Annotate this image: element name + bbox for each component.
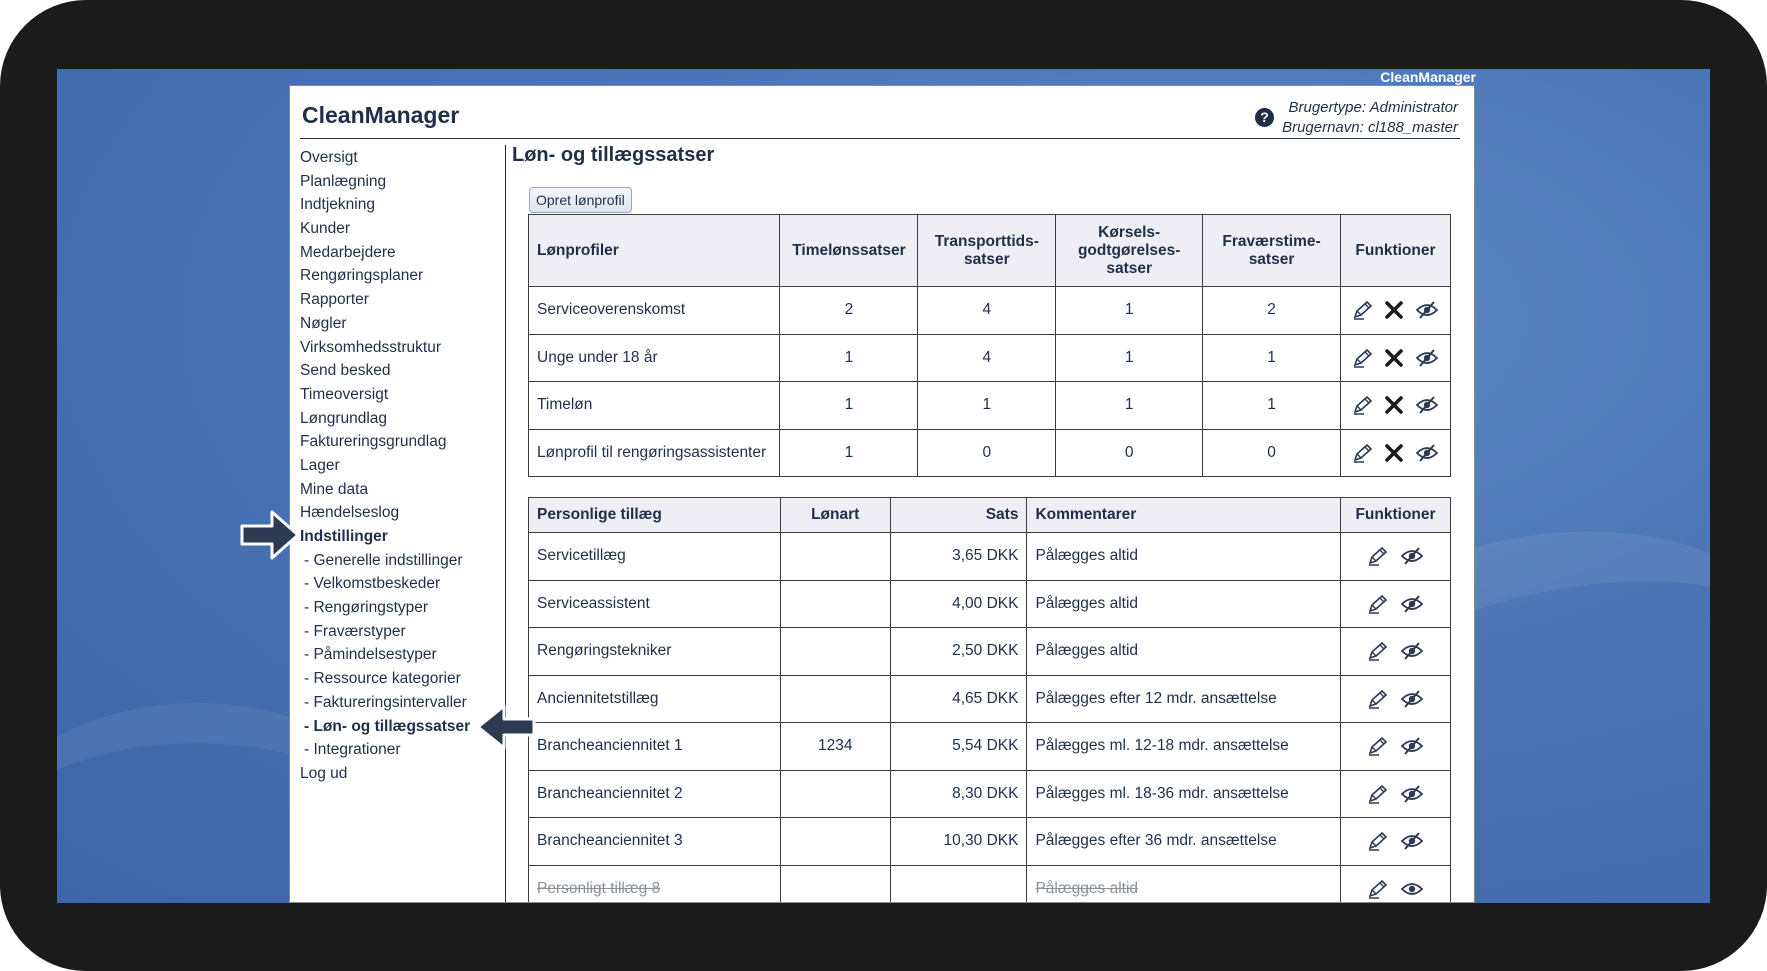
table-cell: Serviceoverenskomst <box>529 287 780 335</box>
table-cell: 1 <box>780 334 918 382</box>
table-cell: Timeløn <box>529 382 780 430</box>
table-row <box>529 770 1451 818</box>
sidebar-item-medarbejdere[interactable]: Medarbejdere <box>300 243 396 261</box>
table-cell: 2,50 DKK <box>890 628 1027 676</box>
user-name: Brugernavn: cl188_master <box>1282 119 1458 136</box>
personal-allowance-table <box>528 497 1451 903</box>
column-header: Lønart <box>780 498 890 533</box>
table-cell: Brancheanciennitet 3 <box>529 818 781 866</box>
table-cell <box>780 865 890 903</box>
table-cell: 1 <box>918 382 1056 430</box>
table-row <box>529 382 1451 430</box>
table-row-inactive <box>529 865 1451 903</box>
sidebar-subitem-rengoeringstyper[interactable]: - Rengøringstyper <box>304 599 429 617</box>
eye-slash-icon[interactable] <box>1400 594 1424 614</box>
table-cell: Pålægges altid <box>1027 628 1341 676</box>
sidebar-subitem-generelle-indstillinger[interactable]: - Generelle indstillinger <box>304 551 463 569</box>
sidebar-item-haendelseslog[interactable]: Hændelseslog <box>300 504 400 522</box>
delete-icon[interactable] <box>1384 348 1404 368</box>
row-functions <box>1340 382 1450 430</box>
sidebar-item-loengrundlag[interactable]: Løngrundlag <box>300 409 388 427</box>
eye-slash-icon[interactable] <box>1400 831 1424 851</box>
table-cell: 0 <box>1056 429 1203 477</box>
edit-icon[interactable] <box>1352 443 1374 463</box>
table-cell: 1 <box>1056 287 1203 335</box>
sidebar-item-faktureringsgrundlag[interactable]: Faktureringsgrundlag <box>300 433 447 451</box>
eye-slash-icon[interactable] <box>1415 395 1439 415</box>
sidebar-item-send-besked[interactable]: Send besked <box>300 362 391 380</box>
sidebar-subitem-loen-og-tillaegssatser[interactable]: - Løn- og tillægssatser <box>304 717 471 735</box>
table-cell: 1 <box>1056 334 1203 382</box>
row-functions <box>1340 334 1450 382</box>
eye-slash-icon[interactable] <box>1415 443 1439 463</box>
table-cell: 1 <box>780 429 918 477</box>
row-functions <box>1341 628 1451 676</box>
sidebar-item-lager[interactable]: Lager <box>300 456 340 474</box>
column-header: Sats <box>890 498 1027 533</box>
table-cell: Unge under 18 år <box>529 334 780 382</box>
user-type: Brugertype: Administrator <box>1288 99 1458 116</box>
app-window <box>289 85 1475 903</box>
row-functions <box>1341 533 1451 581</box>
row-functions <box>1341 770 1451 818</box>
edit-icon[interactable] <box>1367 879 1389 899</box>
row-functions <box>1341 865 1451 903</box>
eye-slash-icon[interactable] <box>1400 641 1424 661</box>
sidebar-item-kunder[interactable]: Kunder <box>300 220 350 238</box>
table-cell: 1 <box>1203 334 1341 382</box>
edit-icon[interactable] <box>1352 300 1374 320</box>
sidebar-item-timeoversigt[interactable]: Timeoversigt <box>300 385 389 403</box>
table-cell: Pålægges altid <box>1027 865 1341 903</box>
table-cell: Brancheanciennitet 2 <box>529 770 781 818</box>
edit-icon[interactable] <box>1367 784 1389 804</box>
table-row <box>529 580 1451 628</box>
table-header-row <box>529 215 1451 287</box>
sidebar-item-indtjekning[interactable]: Indtjekning <box>300 196 375 214</box>
eye-icon[interactable] <box>1400 879 1424 899</box>
eye-slash-icon[interactable] <box>1400 784 1424 804</box>
table-cell <box>890 865 1027 903</box>
sidebar-item-mine-data[interactable]: Mine data <box>300 480 369 498</box>
edit-icon[interactable] <box>1367 831 1389 851</box>
create-wage-profile-button[interactable]: Opret lønprofil <box>529 187 632 213</box>
column-header: Kommentarer <box>1027 498 1341 533</box>
table-cell: Lønprofil til rengøringsassistenter <box>529 429 780 477</box>
table-cell: Rengøringstekniker <box>529 628 781 676</box>
annotation-arrow-left-icon <box>476 703 536 751</box>
row-functions <box>1340 287 1450 335</box>
table-cell: 1 <box>1203 382 1341 430</box>
user-info <box>1282 98 1458 138</box>
header-divider <box>300 138 1460 139</box>
sidebar-item-rapporter[interactable]: Rapporter <box>300 291 369 309</box>
table-cell: 1 <box>780 382 918 430</box>
table-cell: Pålægges efter 36 mdr. ansættelse <box>1027 818 1341 866</box>
sidebar-divider <box>505 145 506 903</box>
sidebar-item-noegler[interactable]: Nøgler <box>300 314 347 332</box>
table-cell <box>780 818 890 866</box>
table-cell: 8,30 DKK <box>890 770 1027 818</box>
column-header: Kørsels-godtgørelses-satser <box>1056 215 1203 287</box>
table-cell: Personligt tillæg 8 <box>529 865 781 903</box>
table-cell: 0 <box>918 429 1056 477</box>
table-header-row <box>529 498 1451 533</box>
edit-icon[interactable] <box>1367 594 1389 614</box>
table-cell: 10,30 DKK <box>890 818 1027 866</box>
edit-icon[interactable] <box>1367 546 1389 566</box>
sidebar-item-log-ud[interactable]: Log ud <box>300 764 348 782</box>
table-row <box>529 818 1451 866</box>
sidebar-subitem-faktureringsintervaller[interactable]: - Faktureringsintervaller <box>304 693 467 711</box>
sidebar-item-rengoeringsplaner[interactable]: Rengøringsplaner <box>300 267 424 285</box>
table-cell: 4,00 DKK <box>890 580 1027 628</box>
table-cell <box>780 533 890 581</box>
sidebar-item-virksomhedsstruktur[interactable]: Virksomhedsstruktur <box>300 338 441 356</box>
app-title: CleanManager <box>302 102 460 128</box>
table-cell: 5,54 DKK <box>890 723 1027 771</box>
delete-icon[interactable] <box>1384 443 1404 463</box>
edit-icon[interactable] <box>1352 395 1374 415</box>
table-cell <box>780 675 890 723</box>
sidebar-nav <box>300 146 500 786</box>
eye-slash-icon[interactable] <box>1415 348 1439 368</box>
table-cell: Brancheanciennitet 1 <box>529 723 781 771</box>
column-header: Personlige tillæg <box>529 498 781 533</box>
row-functions <box>1341 580 1451 628</box>
column-header: Funktioner <box>1340 215 1450 287</box>
table-cell: 2 <box>780 287 918 335</box>
sidebar-subitem-integrationer[interactable]: - Integrationer <box>304 741 401 759</box>
table-row <box>529 723 1451 771</box>
sidebar-subitem-velkomstbeskeder[interactable]: - Velkomstbeskeder <box>304 575 441 593</box>
table-cell: 0 <box>1203 429 1341 477</box>
table-row <box>529 533 1451 581</box>
table-cell: Pålægges altid <box>1027 533 1341 581</box>
table-cell <box>780 628 890 676</box>
row-functions <box>1341 818 1451 866</box>
sidebar-subitem-ressource-kategorier[interactable]: - Ressource kategorier <box>304 670 461 688</box>
table-row <box>529 429 1451 477</box>
edit-icon[interactable] <box>1367 689 1389 709</box>
table-row <box>529 628 1451 676</box>
edit-icon[interactable] <box>1352 348 1374 368</box>
sidebar-item-oversigt[interactable]: Oversigt <box>300 149 358 166</box>
edit-icon[interactable] <box>1367 736 1389 756</box>
column-header: Funktioner <box>1341 498 1451 533</box>
table-row <box>529 334 1451 382</box>
sidebar-subitem-fravaerstyper[interactable]: - Fraværstyper <box>304 622 406 640</box>
table-cell: Serviceassistent <box>529 580 781 628</box>
table-cell: Pålægges efter 12 mdr. ansættelse <box>1027 675 1341 723</box>
table-row <box>529 287 1451 335</box>
column-header: Timelønssatser <box>780 215 918 287</box>
row-functions <box>1341 675 1451 723</box>
row-functions <box>1341 723 1451 771</box>
table-cell: Pålægges ml. 18-36 mdr. ansættelse <box>1027 770 1341 818</box>
table-cell <box>780 770 890 818</box>
sidebar-subitem-paamindelsestyper[interactable]: - Påmindelsestyper <box>304 646 437 664</box>
delete-icon[interactable] <box>1384 395 1404 415</box>
table-cell: Anciennitetstillæg <box>529 675 781 723</box>
table-cell: Pålægges ml. 12-18 mdr. ansættelse <box>1027 723 1341 771</box>
column-header: Lønprofiler <box>529 215 780 287</box>
column-header: Transporttids-satser <box>918 215 1056 287</box>
table-row <box>529 675 1451 723</box>
table-cell: 4,65 DKK <box>890 675 1027 723</box>
table-cell: 3,65 DKK <box>890 533 1027 581</box>
question-circle-icon[interactable]: ? <box>1255 108 1274 127</box>
table-cell: 1234 <box>780 723 890 771</box>
eye-slash-icon[interactable] <box>1400 546 1424 566</box>
eye-slash-icon[interactable] <box>1415 300 1439 320</box>
eye-slash-icon[interactable] <box>1400 736 1424 756</box>
window-brand: CleanManager <box>1380 69 1476 85</box>
table-cell: Pålægges altid <box>1027 580 1341 628</box>
sidebar-item-indstillinger[interactable]: Indstillinger <box>300 528 388 545</box>
delete-icon[interactable] <box>1384 300 1404 320</box>
table-cell: Servicetillæg <box>529 533 781 581</box>
wage-profile-table <box>528 214 1451 477</box>
table-cell: 4 <box>918 334 1056 382</box>
table-cell <box>780 580 890 628</box>
edit-icon[interactable] <box>1367 641 1389 661</box>
sidebar-item-planlaegning[interactable]: Planlægning <box>300 172 387 190</box>
eye-slash-icon[interactable] <box>1400 689 1424 709</box>
table-cell: 1 <box>1056 382 1203 430</box>
table-cell: 2 <box>1203 287 1341 335</box>
row-functions <box>1340 429 1450 477</box>
annotation-arrow-right-icon <box>240 508 300 562</box>
column-header: Fraværstime-satser <box>1203 215 1341 287</box>
page-title: Løn- og tillægssatser <box>512 144 715 166</box>
table-cell: 4 <box>918 287 1056 335</box>
